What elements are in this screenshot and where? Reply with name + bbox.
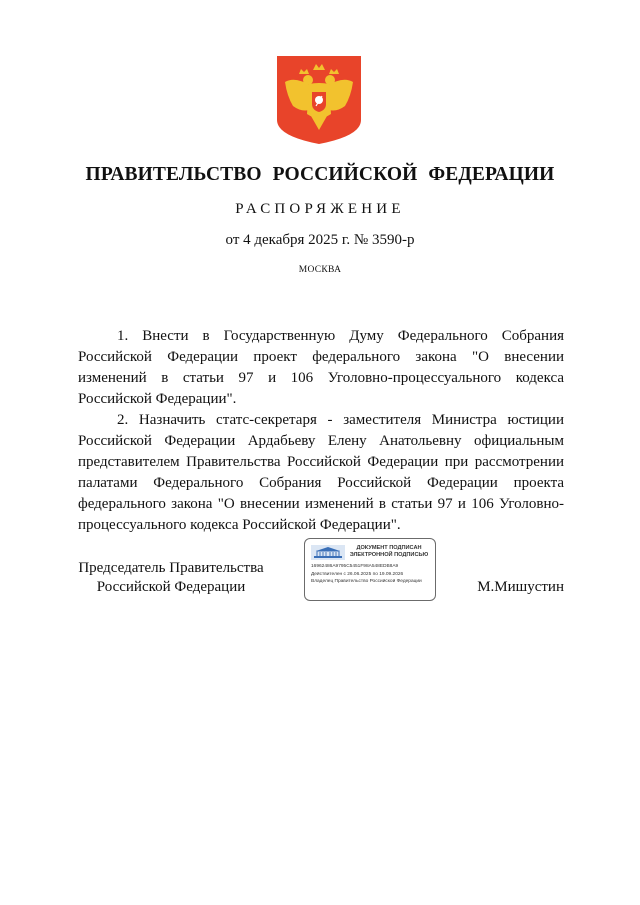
- stamp-heading-line-1: ДОКУМЕНТ ПОДПИСАН: [356, 545, 422, 551]
- government-title: ПРАВИТЕЛЬСТВО РОССИЙСКОЙ ФЕДЕРАЦИИ: [85, 164, 555, 185]
- document-type: РАСПОРЯЖЕНИЕ: [235, 201, 405, 217]
- stamp-validity: Действителен с 26.06.2025 по 19.09.2026: [311, 572, 404, 577]
- stamp-serial: 16962486A9795C5451F98A548EDB8A9: [311, 564, 399, 569]
- stamp-heading-line-2: ЭЛЕКТРОННОЙ ПОДПИСЬЮ: [349, 552, 429, 558]
- stamp-owner: Владелец Правительство Российской Федерации: [311, 579, 422, 584]
- signer-position: [78, 559, 264, 597]
- paragraph-1: 1. Внести в Государственную Думу Федерального Собрания Российской Федерации проект федерального закона "О внесении изменений в статьи 97 и 106 Уголовно-процессуального кодекса Российской Федерации".: [78, 328, 564, 407]
- document-body: [78, 326, 564, 536]
- document-date-number: от 4 декабря 2025 г. № 3590-р: [225, 232, 415, 248]
- coat-of-arms-icon: [277, 56, 361, 144]
- signer-name: М.Мишустин: [477, 579, 564, 595]
- signer-position-line-2: Российской Федерации: [96, 579, 246, 595]
- paragraph-2: 2. Назначить статс-секретаря - заместителя Министра юстиции Российской Федерации Ардабьеву Елену Анатольевну официальным представителем Правительства Российской Федерации при рассмотрении палатами Федерального Собрания Российской Федерации проекта федерального закона "О внесении изменений в статьи 97 и 106 Уголовно-процессуального кодекса Российской Федерации".: [78, 412, 564, 533]
- stamp-heading: [345, 545, 433, 559]
- electronic-signature-stamp: [304, 538, 436, 601]
- document-city: МОСКВА: [298, 265, 342, 275]
- signer-position-line-1: Председатель Правительства: [78, 560, 264, 576]
- government-building-icon: [311, 545, 345, 560]
